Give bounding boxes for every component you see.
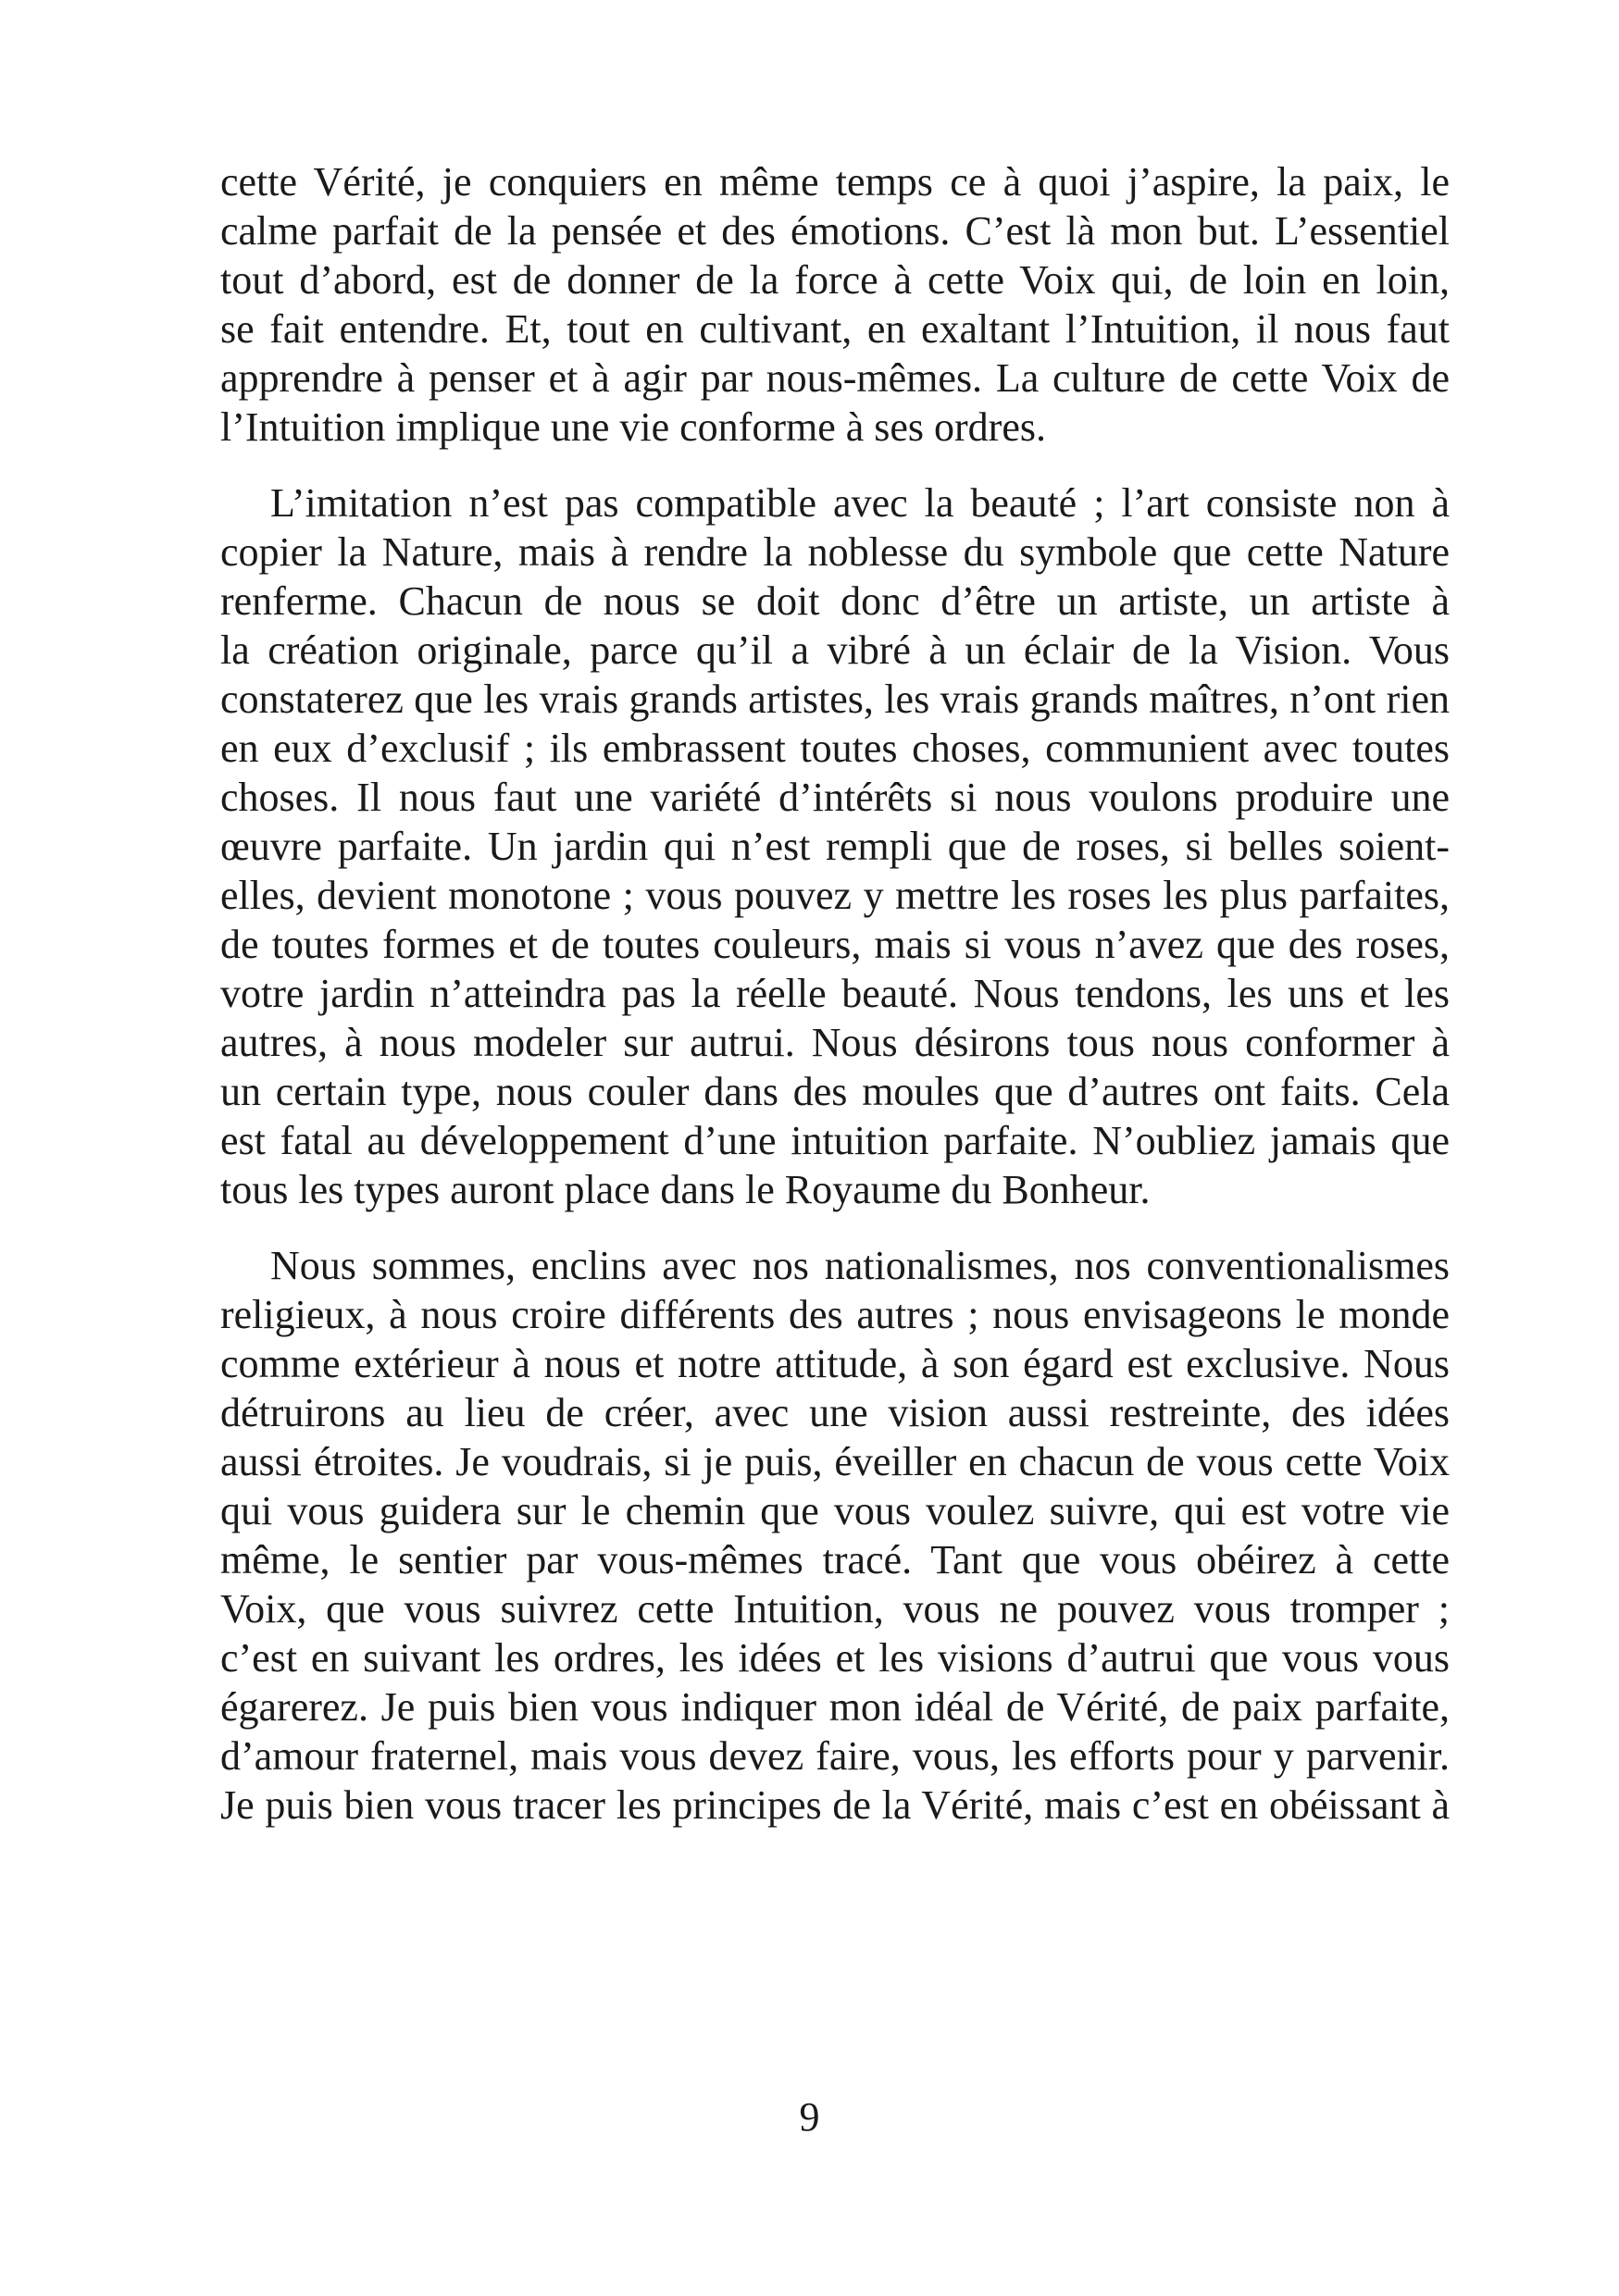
text-line: calme parfait de la pensée et des émotions. C’est là mon but. L’essentiel	[220, 208, 1450, 254]
text-line: constaterez que les vrais grands artistes, les vrais grands maîtres, n’ont rien	[220, 676, 1450, 722]
text-line: de toutes formes et de toutes couleurs, mais si vous n’avez que des roses,	[220, 922, 1450, 967]
text-line: cette Vérité, je conquiers en même temps ce à quoi j’aspire, la paix, le	[220, 159, 1450, 205]
paragraph	[220, 1241, 1450, 1830]
text-line: est fatal au développement d’une intuition parfaite. N’oubliez jamais que	[220, 1118, 1450, 1163]
text-line: Je puis bien vous tracer les principes de la Vérité, mais c’est en obéissant à	[220, 1782, 1450, 1828]
text-line: L’imitation n’est pas compatible avec la beauté ; l’art consiste non à	[270, 480, 1450, 526]
text-line: elles, devient monotone ; vous pouvez y mettre les roses les plus parfaites,	[220, 873, 1450, 918]
text-line: même, le sentier par vous-mêmes tracé. Tant que vous obéirez à cette	[220, 1537, 1450, 1582]
text-line: c’est en suivant les ordres, les idées et les visions d’autrui que vous vous	[220, 1635, 1450, 1681]
text-line: détruirons au lieu de créer, avec une vision aussi restreinte, des idées	[220, 1390, 1450, 1435]
text-line: comme extérieur à nous et notre attitude, à son égard est exclusive. Nous	[220, 1341, 1450, 1386]
paragraph	[220, 157, 1450, 452]
text-line: d’amour fraternel, mais vous devez faire, vous, les efforts pour y parvenir.	[220, 1733, 1450, 1779]
text-line: un certain type, nous couler dans des moules que d’autres ont faits. Cela	[220, 1069, 1450, 1114]
text-line: la création originale, parce qu’il a vibré à un éclair de la Vision. Vous	[220, 627, 1450, 673]
text-line: qui vous guidera sur le chemin que vous voulez suivre, qui est votre vie	[220, 1488, 1450, 1533]
text-line: tous les types auront place dans le Royaume du Bonheur.	[220, 1167, 1151, 1212]
text-line: égarerez. Je puis bien vous indiquer mon idéal de Vérité, de paix parfaite,	[220, 1684, 1450, 1730]
paragraph	[220, 478, 1450, 1214]
text-line: religieux, à nous croire différents des autres ; nous envisageons le monde	[220, 1292, 1450, 1337]
text-line: copier la Nature, mais à rendre la noblesse du symbole que cette Nature	[220, 529, 1450, 575]
text-line: aussi étroites. Je voudrais, si je puis, éveiller en chacun de vous cette Voix	[220, 1439, 1450, 1484]
paragraph-gap	[220, 1214, 1450, 1241]
page-number: 9	[799, 2094, 820, 2140]
text-line: votre jardin n’atteindra pas la réelle beauté. Nous tendons, les uns et les	[220, 971, 1450, 1016]
text-line: renferme. Chacun de nous se doit donc d’être un artiste, un artiste à	[220, 578, 1450, 624]
paragraph-gap	[220, 452, 1450, 478]
text-line: Nous sommes, enclins avec nos nationalismes, nos conventionalismes	[270, 1243, 1450, 1288]
text-line: autres, à nous modeler sur autrui. Nous désirons tous nous conformer à	[220, 1020, 1450, 1065]
text-line: apprendre à penser et à agir par nous-mêmes. La culture de cette Voix de	[220, 355, 1450, 401]
body-text	[220, 157, 1450, 1830]
text-line: se fait entendre. Et, tout en cultivant, en exaltant l’Intuition, il nous faut	[220, 306, 1450, 352]
text-line: tout d’abord, est de donner de la force à cette Voix qui, de loin en loin,	[220, 257, 1450, 303]
text-line: choses. Il nous faut une variété d’intérêts si nous voulons produire une	[220, 775, 1450, 820]
text-line: en eux d’exclusif ; ils embrassent toutes choses, communient avec toutes	[220, 726, 1450, 771]
text-line: l’Intuition implique une vie conforme à ses ordres.	[220, 404, 1046, 450]
text-line: Voix, que vous suivrez cette Intuition, vous ne pouvez vous tromper ;	[220, 1586, 1450, 1632]
text-line: œuvre parfaite. Un jardin qui n’est rempli que de roses, si belles soient-	[220, 824, 1450, 869]
